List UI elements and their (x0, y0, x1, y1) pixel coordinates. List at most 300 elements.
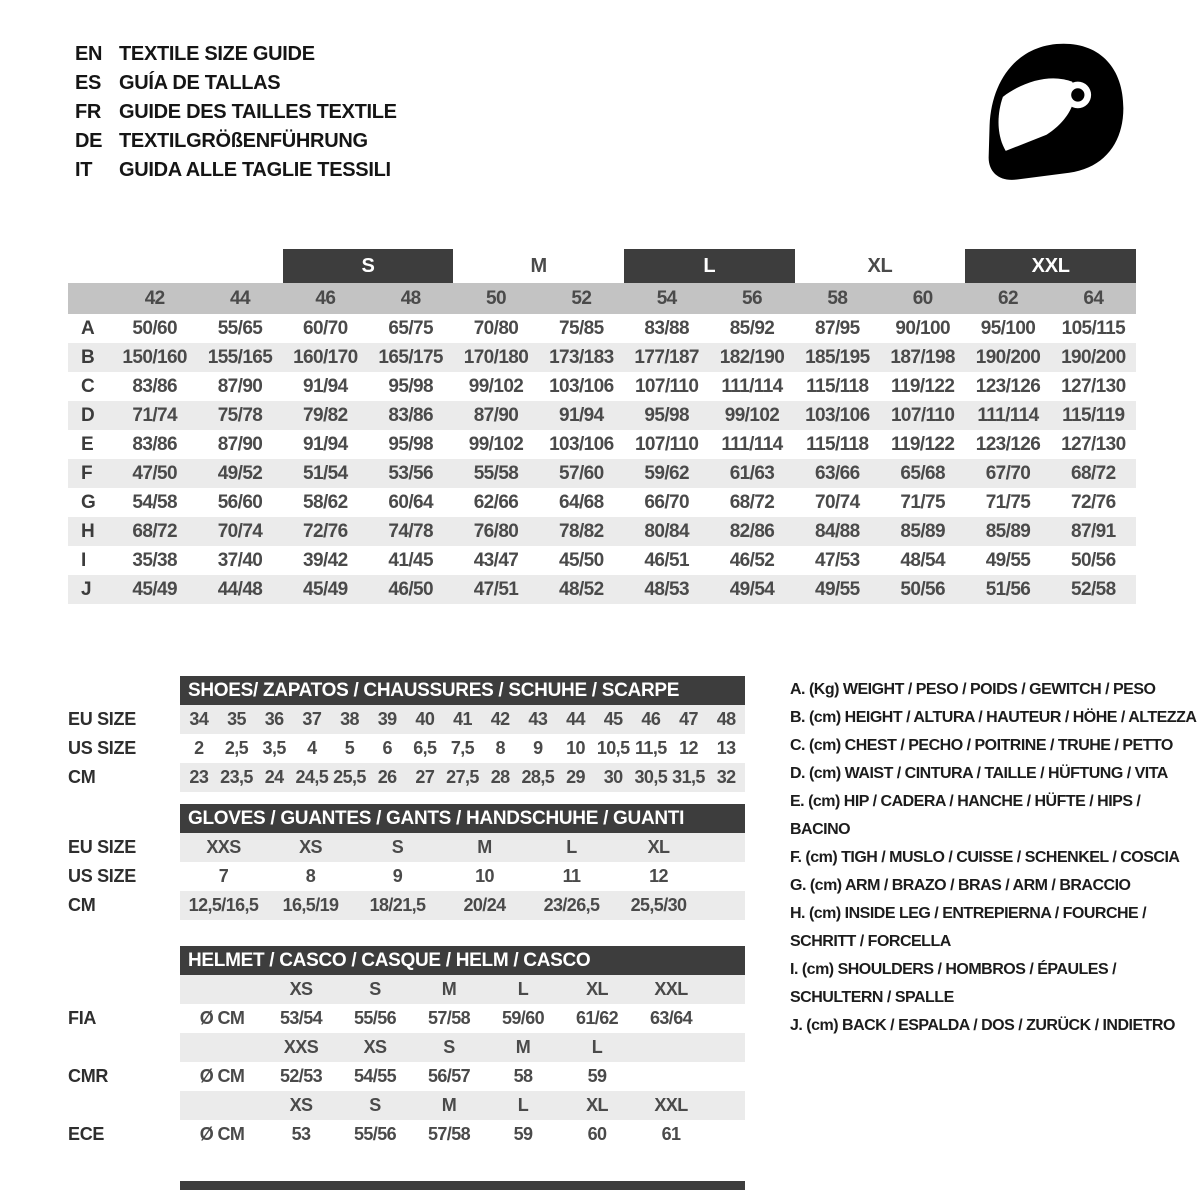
value-cell: 38 (340, 709, 359, 729)
row-cells (180, 891, 745, 920)
size-value-cell: 123/126 (975, 375, 1041, 397)
legend-item-b: B. (cm) HEIGHT / ALTURA / HAUTEUR / HÖHE / ALTEZZA (790, 709, 1197, 726)
size-value-cell: 44/48 (217, 578, 263, 600)
standard-label-cmr: CMR (68, 1066, 109, 1086)
value-cell: 30 (603, 767, 623, 787)
helmet-value-cell: 55/56 (353, 1008, 397, 1028)
size-number: 46 (315, 287, 336, 309)
value-cell: 13 (716, 738, 736, 758)
size-value-cell: 105/115 (1061, 317, 1126, 339)
accessory-tables (68, 676, 745, 1190)
helmet-value-cell (634, 1062, 708, 1091)
language-code: DE (75, 130, 103, 152)
value-cell: 48 (716, 709, 736, 729)
size-number: 62 (998, 287, 1018, 309)
value-cell: 5 (344, 738, 355, 758)
size-value-cell: 46/51 (644, 549, 689, 571)
helmet-value-cell: 53/54 (279, 1008, 323, 1028)
size-value-cell: 119/122 (890, 375, 955, 397)
size-value-cell: 85/89 (985, 520, 1031, 542)
size-value-cell: 55/58 (473, 462, 519, 484)
row-label: US SIZE (68, 738, 136, 758)
helmet-size-label: M (441, 1095, 457, 1115)
gloves-row (68, 891, 745, 920)
size-value-cell: 68/72 (132, 520, 177, 542)
helmet-size-label: XS (289, 979, 313, 999)
size-row-b (68, 343, 1136, 372)
size-value-cell: 45/49 (303, 578, 348, 600)
helmet-section (68, 946, 745, 1190)
size-value-cell: 39/42 (303, 549, 348, 571)
value-cell: 4 (307, 738, 317, 758)
row-cells (180, 763, 745, 792)
helmet-size-cells (180, 975, 745, 1004)
size-value-cell: 51/54 (303, 462, 348, 484)
size-group-xxl: XXL (965, 249, 1136, 283)
value-cell: 31,5 (672, 767, 705, 787)
value-cell: 42 (490, 709, 510, 729)
unit-label: Ø CM (199, 1124, 245, 1144)
size-value-cell: 95/98 (644, 404, 689, 426)
value-cell: L (566, 837, 577, 857)
row-label-a: A (81, 317, 95, 339)
row-label-f: F (81, 462, 93, 484)
size-value-cell: 103/106 (805, 404, 870, 426)
size-value-cell: 83/86 (132, 433, 177, 455)
spacer (68, 804, 180, 833)
unit-label: Ø CM (199, 1066, 245, 1086)
size-value-cell: 60/70 (303, 317, 348, 339)
value-cell: 35 (227, 709, 246, 729)
size-value-cell: 90/100 (895, 317, 950, 339)
size-value-cell: 61/63 (729, 462, 775, 484)
gloves-row (68, 862, 745, 891)
value-cell: 12 (649, 866, 668, 886)
helmet-rows (68, 975, 745, 1149)
value-cell: 26 (377, 767, 397, 787)
size-value-cell: 68/72 (1071, 462, 1116, 484)
size-value-cell: 83/86 (132, 375, 177, 397)
size-value-cell: 80/84 (644, 520, 689, 542)
gloves-section (68, 804, 745, 920)
value-cell: 23/26,5 (543, 895, 600, 915)
helmet-size-label: XL (586, 1095, 608, 1115)
size-value-cell: 87/91 (1071, 520, 1116, 542)
row-label-h: H (81, 520, 95, 542)
value-cell: 11 (562, 866, 581, 886)
size-value-cell: 99/102 (724, 404, 780, 426)
value-cell: 47 (679, 709, 698, 729)
helmet-value-cell: 57/58 (427, 1124, 471, 1144)
size-value-cell: 54/58 (132, 491, 177, 513)
value-cell: 11,5 (635, 738, 667, 758)
value-cell: 32 (716, 767, 736, 787)
size-row-d (68, 401, 1136, 430)
spacer (68, 676, 180, 705)
row-label: CM (68, 895, 96, 915)
helmet-size-label: S (369, 1095, 381, 1115)
shoes-title-bar: SHOES/ ZAPATOS / CHAUSSURES / SCHUHE / SCARPE (180, 676, 745, 705)
value-cell: 29 (566, 767, 585, 787)
value-cell: 36 (264, 709, 284, 729)
spacer (68, 946, 180, 975)
size-value-cell: 75/78 (217, 404, 263, 426)
size-value-cell: 91/94 (559, 404, 604, 426)
size-value-cell: 83/88 (644, 317, 689, 339)
size-number: 52 (571, 287, 592, 309)
value-cell: 16,5/19 (282, 895, 339, 915)
legend-item-c: C. (cm) CHEST / PECHO / POITRINE / TRUHE / PETTO (790, 737, 1173, 754)
size-value-cell: 84/88 (815, 520, 860, 542)
size-value-cell: 190/200 (1061, 346, 1126, 368)
value-cell: 43 (528, 709, 548, 729)
shoes-row (68, 705, 745, 734)
value-cell: 12 (679, 738, 698, 758)
legend-item-d: D. (cm) WAIST / CINTURA / TAILLE / HÜFTUNG / VITA (790, 765, 1168, 782)
size-value-cell: 87/90 (217, 433, 263, 455)
size-value-cell: 85/92 (729, 317, 775, 339)
size-value-cell: 50/60 (132, 317, 177, 339)
size-group-l: L (624, 249, 795, 283)
size-value-cell: 70/74 (815, 491, 860, 513)
spacer (180, 1091, 264, 1120)
value-cell: 34 (189, 709, 209, 729)
size-value-cell: 177/187 (634, 346, 699, 368)
size-value-cell: 57/60 (559, 462, 604, 484)
size-value-cell: 83/86 (388, 404, 433, 426)
size-value-cell: 115/119 (1062, 404, 1125, 426)
helmet-size-label: M (515, 1037, 531, 1057)
helmet-sizes-row-ece (68, 1091, 745, 1120)
size-value-cell: 48/52 (559, 578, 604, 600)
helmet-value-cells (180, 1120, 745, 1149)
header (0, 0, 1200, 185)
size-value-cell: 71/75 (985, 491, 1031, 513)
language-title: GUIDA ALLE TAGLIE TESSILI (119, 159, 391, 181)
size-number: 44 (230, 287, 250, 309)
row-label: EU SIZE (68, 709, 136, 729)
legend-item-i: I. (cm) SHOULDERS / HOMBROS / ÉPAULES / SCHULTERN / SPALLE (790, 961, 1117, 1006)
size-value-cell: 107/110 (890, 404, 955, 426)
value-cell: XXS (206, 837, 241, 857)
helmet-size-cells (180, 1033, 745, 1062)
helmet-value-row-fia (68, 1004, 745, 1033)
gloves-header-row (68, 804, 745, 833)
value-cell: 9 (392, 866, 403, 886)
value-cell: 44 (566, 709, 585, 729)
size-value-cell: 87/90 (473, 404, 519, 426)
gloves-rows (68, 833, 745, 920)
size-value-cell: 71/74 (132, 404, 177, 426)
language-code: IT (75, 159, 93, 181)
value-cell: 45 (603, 709, 623, 729)
value-cell: 30,5 (634, 767, 668, 787)
language-code: EN (75, 43, 103, 65)
helmet-value-cell: 61/62 (575, 1008, 619, 1028)
size-value-cell: 55/65 (217, 317, 263, 339)
value-cell: 41 (453, 709, 472, 729)
row-label-j: J (81, 578, 92, 600)
size-value-cell: 111/114 (721, 375, 783, 397)
helmet-size-label: XXL (654, 1095, 688, 1115)
spacer (68, 1091, 180, 1120)
helmet-value-cells (180, 1004, 745, 1033)
spacer (180, 1033, 264, 1062)
legend-item-a: A. (Kg) WEIGHT / PESO / POIDS / GEWITCH / PESO (790, 681, 1156, 698)
textile-size-table (68, 249, 1136, 604)
size-value-cell: 79/82 (303, 404, 348, 426)
gloves-row (68, 833, 745, 862)
helmet-size-label: XS (363, 1037, 387, 1057)
helmet-size-label: S (443, 1037, 455, 1057)
size-value-cell: 68/72 (729, 491, 775, 513)
spacer (180, 975, 264, 1004)
size-value-cell: 49/54 (729, 578, 775, 600)
helmet-size-cells (180, 1091, 745, 1120)
size-value-cell: 58/62 (303, 491, 348, 513)
size-value-cell: 115/118 (806, 375, 869, 397)
size-value-cell: 49/55 (815, 578, 860, 600)
value-cell: 8 (305, 866, 316, 886)
size-value-cell: 107/110 (634, 433, 699, 455)
row-label-i: I (81, 549, 87, 571)
size-row-h (68, 517, 1136, 546)
size-value-cell: 127/130 (1061, 433, 1126, 455)
value-cell: 20/24 (463, 895, 506, 915)
size-value-cell: 75/85 (559, 317, 604, 339)
standard-label-fia: FIA (68, 1008, 97, 1028)
size-row-e (68, 430, 1136, 459)
value-cell: 7 (218, 866, 229, 886)
value-cell: 25,5 (333, 767, 366, 787)
value-cell: XS (299, 837, 322, 857)
helmet-sizes-row-fia (68, 975, 745, 1004)
size-value-cell: 155/165 (207, 346, 273, 368)
size-value-cell: 173/183 (549, 346, 614, 368)
size-value-cell: 103/106 (549, 375, 614, 397)
size-group-xl: XL (867, 254, 893, 277)
helmet-size-label: XS (289, 1095, 313, 1115)
value-cell: 28,5 (521, 767, 555, 787)
size-value-cell: 47/50 (132, 462, 177, 484)
size-value-cell: 91/94 (303, 375, 348, 397)
spacer (68, 975, 180, 1004)
size-value-cell: 65/68 (900, 462, 945, 484)
row-label-g: G (81, 491, 96, 513)
helmet-title-bar: HELMET / CASCO / CASQUE / HELM / CASCO (180, 946, 745, 975)
size-value-cell: 99/102 (468, 375, 524, 397)
size-value-cell: 72/76 (303, 520, 348, 542)
language-code: FR (75, 101, 102, 123)
shoes-rows (68, 705, 745, 792)
size-value-cell: 65/75 (388, 317, 433, 339)
size-value-cell: 41/45 (388, 549, 433, 571)
shoes-section (68, 676, 745, 792)
value-cell: 2,5 (224, 738, 249, 758)
helmet-value-cell: 61 (661, 1124, 681, 1144)
helmet-value-row-ece (68, 1120, 745, 1149)
size-value-cell: 107/110 (634, 375, 699, 397)
helmet-size-label: M (441, 979, 457, 999)
size-value-cell: 67/70 (985, 462, 1031, 484)
size-value-cell: 111/114 (977, 404, 1039, 426)
helmet-size-label: L (591, 1037, 603, 1057)
size-group-row (68, 249, 1136, 283)
size-value-cell: 49/52 (217, 462, 263, 484)
helmet-size-label (634, 1033, 708, 1062)
size-value-cell: 72/76 (1071, 491, 1116, 513)
size-table-body (68, 314, 1136, 604)
value-cell: 10 (566, 738, 585, 758)
size-value-cell: 62/66 (473, 491, 519, 513)
row-label: CM (68, 767, 96, 787)
shoes-row (68, 734, 745, 763)
standard-label-ece: ECE (68, 1124, 105, 1144)
size-value-cell: 60/64 (388, 491, 433, 513)
size-value-cell: 50/56 (900, 578, 945, 600)
size-value-cell: 52/58 (1071, 578, 1116, 600)
value-cell: 25,5/30 (630, 895, 687, 915)
gloves-title-bar: GLOVES / GUANTES / GANTS / HANDSCHUHE / GUANTI (180, 804, 745, 833)
helmet-value-cell: 52/53 (279, 1066, 323, 1086)
row-cells (180, 734, 745, 763)
size-number: 54 (656, 287, 677, 309)
size-value-cell: 46/50 (388, 578, 433, 600)
size-value-cell: 43/47 (473, 549, 519, 571)
language-title: TEXTILGRÖßENFÜHRUNG (119, 130, 368, 152)
size-row-a (68, 314, 1136, 343)
helmet-value-cell: 59 (587, 1066, 607, 1086)
size-value-cell: 123/126 (975, 433, 1041, 455)
size-value-cell: 119/122 (890, 433, 955, 455)
value-cell: 7,5 (450, 738, 475, 758)
row-label-d: D (81, 404, 95, 426)
size-value-cell: 170/180 (463, 346, 529, 368)
value-cell: 40 (415, 709, 435, 729)
helmet-size-label: L (517, 1095, 529, 1115)
helmet-value-row-cmr (68, 1062, 745, 1091)
language-code: ES (75, 72, 102, 94)
size-value-cell: 111/114 (721, 433, 783, 455)
row-label: US SIZE (68, 866, 136, 886)
value-cell: 23 (189, 767, 209, 787)
size-number: 50 (486, 287, 506, 309)
shoes-row (68, 763, 745, 792)
value-cell: 27 (415, 767, 435, 787)
size-value-cell: 47/53 (815, 549, 860, 571)
helmet-value-cell: 56/57 (427, 1066, 471, 1086)
language-title: GUÍA DE TALLAS (119, 72, 281, 94)
value-cell: 24 (264, 767, 284, 787)
helmet-size-label: XL (586, 979, 608, 999)
size-group-s: S (283, 249, 454, 283)
size-number: 42 (144, 287, 165, 309)
helmet-value-cells (180, 1062, 745, 1091)
size-number: 56 (742, 287, 762, 309)
value-cell: 6,5 (413, 738, 437, 758)
size-number: 64 (1083, 287, 1104, 309)
legend-item-f: F. (cm) TIGH / MUSLO / CUISSE / SCHENKEL / COSCIA (790, 849, 1180, 866)
size-value-cell: 45/49 (132, 578, 177, 600)
size-value-cell: 47/51 (473, 578, 519, 600)
size-value-cell: 165/175 (378, 346, 443, 368)
helmet-size-label: L (517, 979, 529, 999)
size-number: 60 (912, 287, 933, 309)
spacer (68, 283, 112, 314)
size-value-cell: 185/195 (805, 346, 870, 368)
racing-helmet-icon (980, 38, 1132, 186)
language-title: TEXTILE SIZE GUIDE (119, 43, 315, 65)
size-value-cell: 95/98 (388, 433, 433, 455)
size-value-cell: 190/200 (975, 346, 1041, 368)
legend-item-e: E. (cm) HIP / CADERA / HANCHE / HÜFTE / HIPS / BACINO (790, 793, 1141, 838)
size-value-cell: 56/60 (217, 491, 263, 513)
helmet-size-label: XXS (283, 1037, 319, 1057)
value-cell: 24,5 (295, 767, 329, 787)
size-value-cell: 48/54 (900, 549, 945, 571)
row-cells (180, 705, 745, 734)
value-cell: 2 (194, 738, 204, 758)
size-value-cell: 187/198 (890, 346, 955, 368)
row-label-b: B (81, 346, 95, 368)
size-number: 48 (400, 287, 421, 309)
size-value-cell: 91/94 (303, 433, 348, 455)
size-value-cell: 51/56 (985, 578, 1031, 600)
value-cell: 39 (377, 709, 397, 729)
size-value-cell: 74/78 (388, 520, 433, 542)
size-value-cell: 78/82 (559, 520, 604, 542)
size-value-cell: 49/55 (985, 549, 1031, 571)
size-row-j (68, 575, 1136, 604)
value-cell: M (477, 837, 492, 857)
row-cells (180, 862, 745, 891)
value-cell: 8 (495, 738, 505, 758)
size-value-cell: 99/102 (468, 433, 524, 455)
bottom-bar (180, 1181, 745, 1190)
size-value-cell: 59/62 (644, 462, 689, 484)
size-value-cell: 95/98 (388, 375, 433, 397)
size-value-cell: 37/40 (217, 549, 263, 571)
size-group-m: M (530, 254, 547, 277)
size-value-cell: 45/50 (559, 549, 604, 571)
size-value-cell: 160/170 (293, 346, 358, 368)
row-label-c: C (81, 375, 95, 397)
size-number: 58 (827, 287, 848, 309)
helmet-size-label: XXL (654, 979, 688, 999)
helmet-sizes-row-cmr (68, 1033, 745, 1062)
size-value-cell: 70/74 (217, 520, 263, 542)
value-cell: 9 (533, 738, 543, 758)
value-cell: 27,5 (446, 767, 479, 787)
measurement-legend (790, 676, 1200, 1190)
size-value-cell: 76/80 (473, 520, 519, 542)
value-cell: 6 (382, 738, 392, 758)
legend-item-g: G. (cm) ARM / BRAZO / BRAS / ARM / BRACCIO (790, 877, 1131, 894)
size-value-cell: 46/52 (729, 549, 775, 571)
size-value-cell: 87/95 (815, 317, 860, 339)
size-value-cell: 71/75 (900, 491, 945, 513)
row-label: EU SIZE (68, 837, 136, 857)
helmet-value-cell: 63/64 (649, 1008, 693, 1028)
legend-item-h: H. (cm) INSIDE LEG / ENTREPIERNA / FOURCHE / SCHRITT / FORCELLA (790, 905, 1147, 950)
unit-label: Ø CM (199, 1008, 245, 1028)
helmet-value-cell: 59/60 (501, 1008, 545, 1028)
helmet-size-label: S (369, 979, 381, 999)
size-value-cell: 53/56 (388, 462, 433, 484)
size-row-g (68, 488, 1136, 517)
size-value-cell: 103/106 (549, 433, 614, 455)
value-cell: 12,5/16,5 (188, 895, 259, 915)
